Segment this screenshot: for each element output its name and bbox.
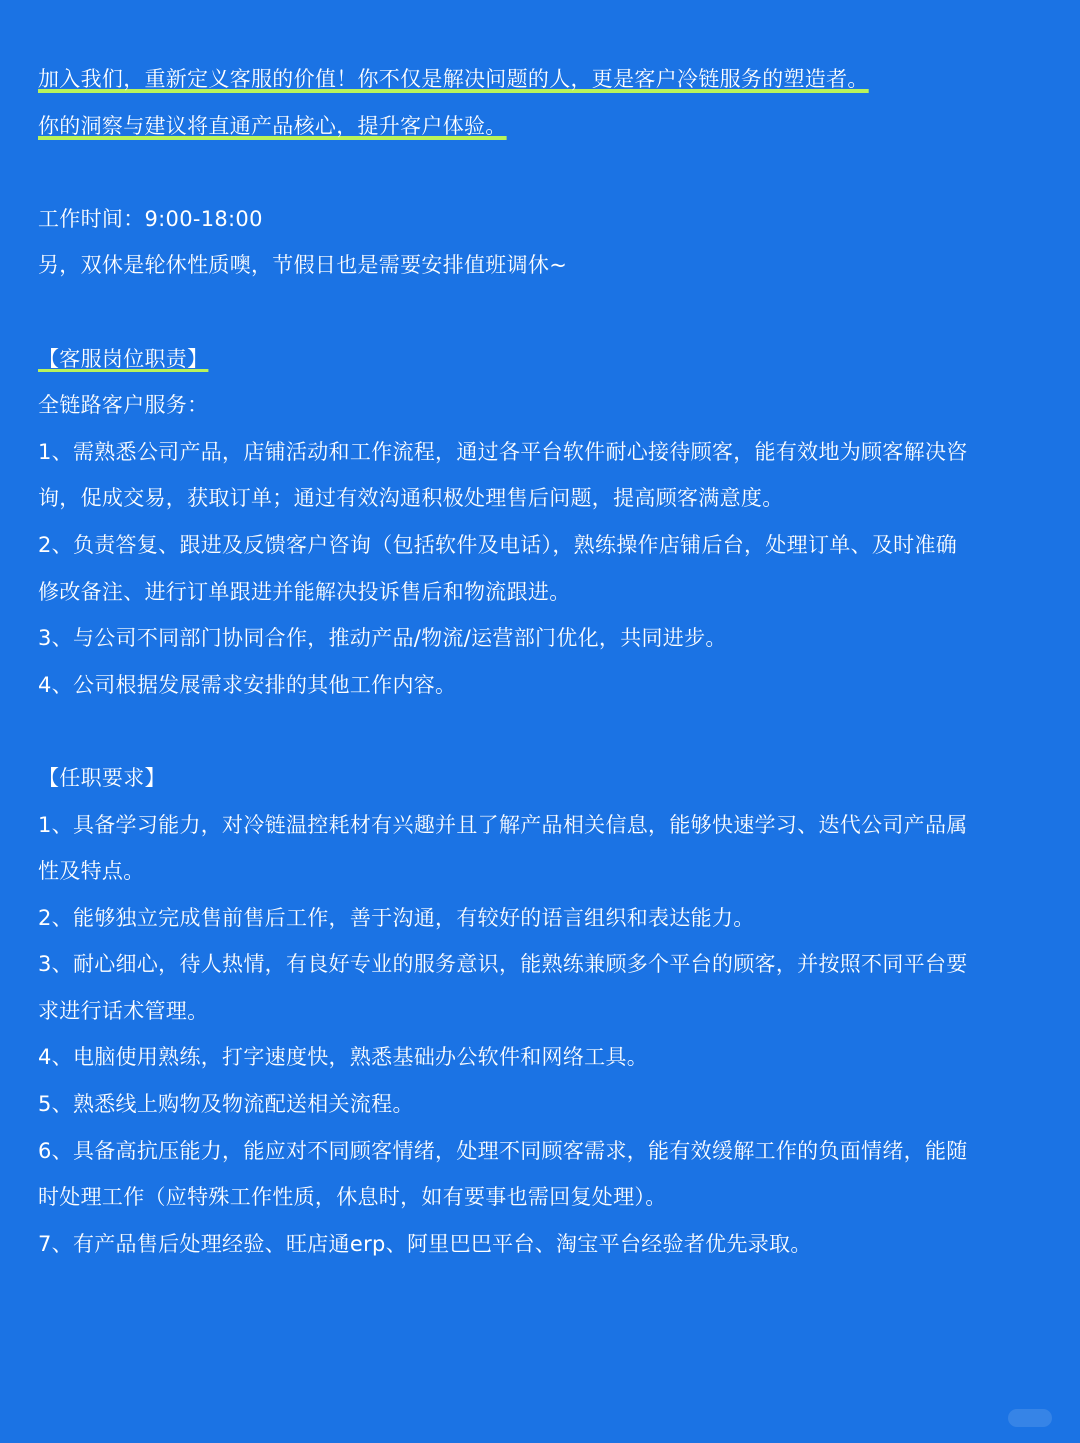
- duties-heading: [38, 336, 1038, 383]
- duty-line: 修改备注、进行订单跟进并能解决投诉售后和物流跟进。: [38, 579, 571, 604]
- requirement-line: 求进行话术管理。: [38, 998, 209, 1023]
- work-hours: 工作时间：9:00-18:00: [38, 206, 263, 231]
- requirement-line: 2、能够独立完成售前售后工作，善于沟通，有较好的语言组织和表达能力。: [38, 905, 755, 930]
- duty-line: 3、与公司不同部门协同合作，推动产品/物流/运营部门优化，共同进步。: [38, 626, 727, 651]
- requirement-line: 1、具备学习能力，对冷链温控耗材有兴趣并且了解产品相关信息，能够快速学习、迭代公司产品属: [38, 812, 968, 837]
- spacer: [38, 708, 1038, 755]
- duty-line: 4、公司根据发展需求安排的其他工作内容。: [38, 672, 457, 697]
- schedule-note: 另，双休是轮休性质噢，节假日也是需要安排值班调休~: [38, 253, 568, 278]
- requirement-line: 7、有产品售后处理经验、旺店通erp、阿里巴巴平台、淘宝平台经验者优先录取。: [38, 1231, 812, 1256]
- duties-heading-text: 【客服岗位职责】: [38, 346, 209, 371]
- duty-line: 询，促成交易，获取订单；通过有效沟通积极处理售后问题，提高顾客满意度。: [38, 486, 784, 511]
- duty-line: 2、负责答复、跟进及反馈客户咨询（包括软件及电话），熟练操作店铺后台，处理订单、及时准确: [38, 532, 958, 557]
- job-posting-document: [38, 56, 1038, 1267]
- requirement-line: 时处理工作（应特殊工作性质，休息时，如有要事也需回复处理）。: [38, 1185, 667, 1210]
- requirement-line: 6、具备高抗压能力，能应对不同顾客情绪，处理不同顾客需求，能有效缓解工作的负面情绪，能随: [38, 1138, 968, 1163]
- duty-line: 1、需熟悉公司产品，店铺活动和工作流程，通过各平台软件耐心接待顾客，能有效地为顾客解决咨: [38, 439, 968, 464]
- requirements-heading: 【任职要求】: [38, 765, 166, 790]
- requirement-line: 性及特点。: [38, 859, 145, 884]
- requirement-line: 3、耐心细心，待人热情，有良好专业的服务意识，能熟练兼顾多个平台的顾客，并按照不同平台要: [38, 952, 968, 977]
- duties-subheading: 全链路客户服务：: [38, 393, 209, 418]
- requirement-line: 5、熟悉线上购物及物流配送相关流程。: [38, 1092, 414, 1117]
- intro-highlight-1: 加入我们，重新定义客服的价值！你不仅是解决问题的人，更是客户冷链服务的塑造者。: [38, 67, 869, 91]
- spacer: [38, 289, 1038, 336]
- watermark-logo-icon: [1008, 1409, 1052, 1427]
- intro-highlight-2: 你的洞察与建议将直通产品核心，提升客户体验。: [38, 113, 507, 138]
- requirement-line: 4、电脑使用熟练，打字速度快，熟悉基础办公软件和网络工具。: [38, 1045, 649, 1070]
- intro-line-2: [38, 103, 1038, 150]
- spacer: [38, 149, 1038, 196]
- intro-line-1: [38, 56, 1038, 103]
